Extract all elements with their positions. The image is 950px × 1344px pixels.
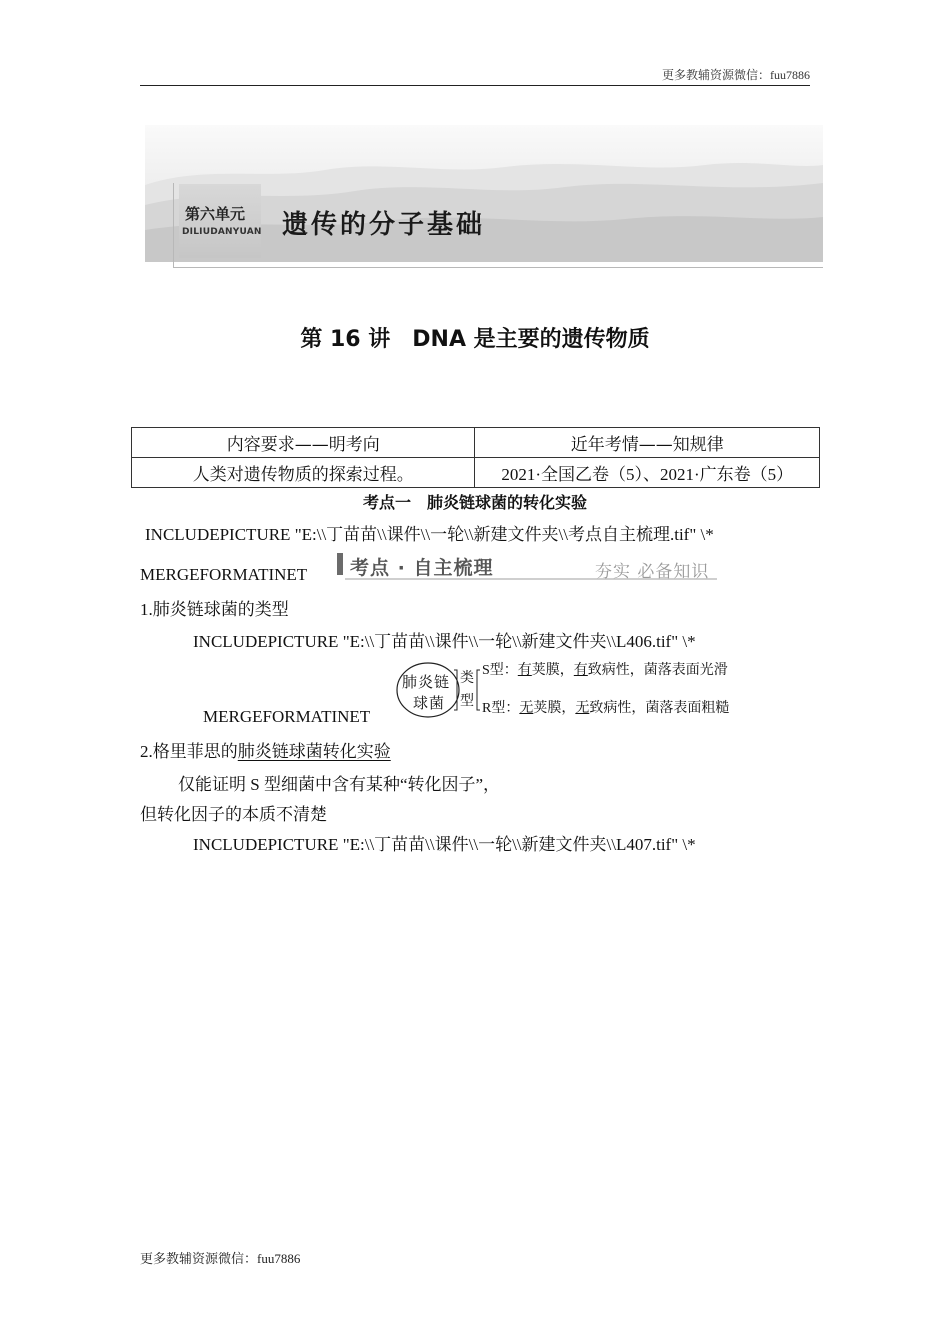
paragraph: 仅能证明 S 型细菌中含有某种“转化因子”，: [178, 775, 501, 794]
field-code-text: INCLUDEPICTURE "E:\\丁苗苗\\课件\\一轮\\新建文件夹\\考点自主梳理.tif" \*: [145, 525, 714, 544]
diagram-bracket-right: [477, 670, 480, 710]
paragraph: 但转化因子的本质不清楚: [140, 805, 327, 824]
footer-note: 更多教辅资源微信：fuu7886: [140, 1251, 301, 1266]
heading-griffith: [140, 737, 391, 762]
r-type-keyword: 无: [519, 701, 534, 716]
r-type-text: 致病性，菌落表面粗糙: [589, 701, 730, 716]
r-type-text: 荚膜，: [533, 701, 576, 716]
unit-title: 遗传的分子基础: [282, 210, 486, 240]
table-header-row: [132, 428, 820, 458]
table-row: [132, 458, 820, 488]
header-note: 更多教辅资源微信：fuu7886: [662, 68, 810, 82]
diagram-circle-label: 球菌: [413, 696, 446, 712]
diagram-s-type: [482, 659, 728, 679]
diagram-circle-label: 肺炎链: [402, 675, 451, 691]
section-bar-marker: [337, 553, 343, 575]
heading-types: 1.肺炎链球菌的类型: [140, 600, 289, 619]
diagram-type-label: 型: [460, 694, 474, 709]
table-header-cell: 近年考情——知规律: [475, 428, 820, 458]
field-code-text: MERGEFORMATINET: [140, 565, 308, 584]
diagram-type-label: 类: [460, 671, 474, 686]
r-type-prefix: R型：: [482, 701, 520, 716]
lecture-title: 第 16 讲 DNA 是主要的遗传物质: [300, 327, 650, 352]
s-type-text: 荚膜，: [531, 663, 574, 678]
s-type-keyword: 有: [517, 663, 532, 678]
field-code-text: INCLUDEPICTURE "E:\\丁苗苗\\课件\\一轮\\新建文件夹\\L406.tif" \*: [193, 632, 696, 651]
s-type-text: 致病性，菌落表面光滑: [587, 663, 728, 678]
requirement-table: [131, 427, 820, 488]
table-cell: 2021·全国乙卷（5）、2021·广东卷（5）: [475, 458, 820, 488]
section-title: 考点一 肺炎链球菌的转化实验: [362, 493, 587, 512]
table-cell: 人类对遗传物质的探索过程。: [132, 458, 475, 488]
banner-frame-line: [173, 267, 823, 268]
heading-griffith-underlined: 肺炎链球菌转化实验: [237, 742, 391, 761]
s-type-keyword: 有: [573, 663, 588, 678]
banner-frame-line: [173, 183, 174, 267]
kaodian-bar-subtitle: 夯实 必备知识: [595, 562, 710, 582]
kaodian-bar-title: 考点 · 自主梳理: [350, 557, 494, 579]
s-type-prefix: S型：: [482, 663, 518, 678]
unit-number: 第六单元: [185, 205, 246, 223]
diagram-r-type: [482, 697, 729, 717]
heading-griffith-prefix: 2.格里菲思的: [140, 742, 238, 761]
header-rule: [140, 85, 810, 86]
unit-pinyin: DILIUDANYUAN: [182, 227, 262, 237]
field-code-text: INCLUDEPICTURE "E:\\丁苗苗\\课件\\一轮\\新建文件夹\\L407.tif" \*: [193, 835, 696, 854]
table-header-cell: 内容要求——明考向: [132, 428, 475, 458]
field-code-text: MERGEFORMATINET: [203, 707, 371, 726]
r-type-keyword: 无: [575, 701, 590, 716]
